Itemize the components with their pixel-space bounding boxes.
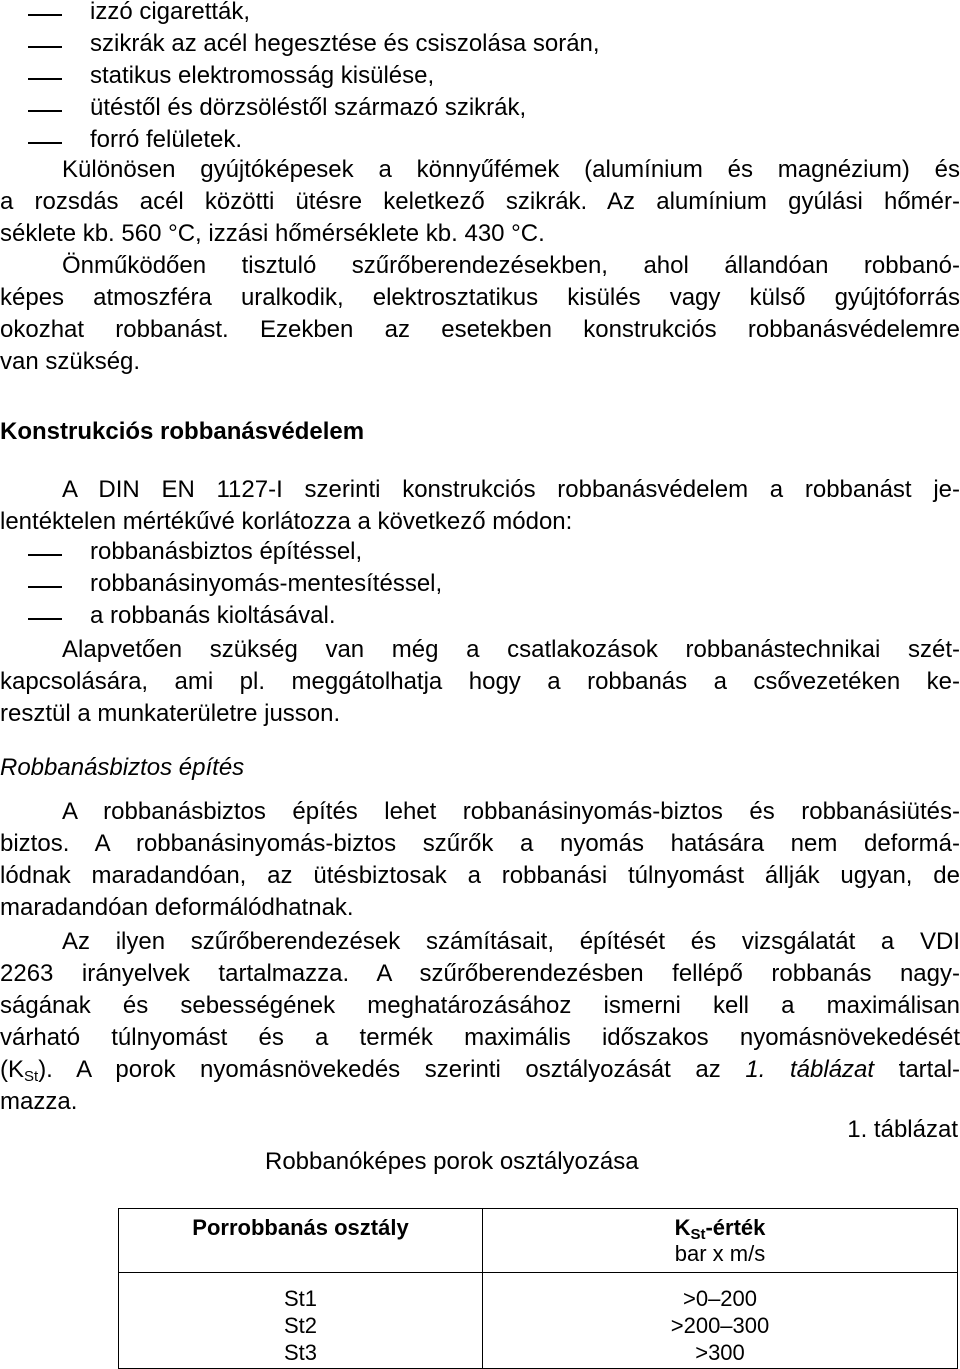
paragraph-line: Az ilyen szűrőberendezések számításait, építését és vizsgálatát a VDI bbox=[62, 928, 960, 955]
paragraph-line: $(K_{St})$. A porok nyomásnövekedés szerinti osztályozását az 1. táblázat tartal- bbox=[0, 1056, 960, 1085]
list-item: izzó cigaretták, bbox=[90, 0, 251, 25]
list-dash bbox=[28, 14, 62, 16]
paragraph-line: A DIN EN 1127-I szerinti konstrukciós robbanásvédelem a robbanást je- bbox=[62, 476, 960, 503]
list-item: statikus elektromosság kisülése, bbox=[90, 62, 435, 89]
paragraph-line: lentéktelen mértékűvé korlátozza a következő módon: bbox=[0, 508, 573, 535]
table-header-class: Porrobbanás osztály bbox=[119, 1209, 483, 1273]
list-dash bbox=[28, 554, 62, 556]
list-dash bbox=[28, 618, 62, 620]
table-reference: 1. táblázat bbox=[745, 1056, 875, 1083]
table-class-cell: St1 St2 St3 bbox=[119, 1273, 483, 1369]
paragraph-line: van szükség. bbox=[0, 348, 141, 375]
table-value-cell: >0–200 >200–300 >300 bbox=[483, 1273, 958, 1369]
list-item: forró felületek. bbox=[90, 126, 243, 153]
section-heading: Konstrukciós robbanásvédelem bbox=[0, 418, 365, 445]
list-item: szikrák az acél hegesztése és csiszolása során, bbox=[90, 30, 600, 57]
table-title: Robbanóképes porok osztályozása bbox=[265, 1148, 639, 1175]
list-item: robbanásbiztos építéssel, bbox=[90, 538, 363, 565]
paragraph-line: mazza. bbox=[0, 1088, 78, 1115]
table-caption: 1. táblázat bbox=[847, 1116, 958, 1143]
paragraph-line: séklete kb. 560 °C, izzási hőmérséklete kb. 430 °C. bbox=[0, 220, 545, 247]
table-body-row bbox=[119, 1273, 958, 1369]
list-dash bbox=[28, 46, 62, 48]
paragraph-line: kapcsolására, ami pl. meggátolhatja hogy a robbanás a csővezetéken ke- bbox=[0, 668, 960, 695]
list-dash bbox=[28, 586, 62, 588]
paragraph-line: Különösen gyújtóképesek a könnyűfémek (alumínium és magnézium) és bbox=[62, 156, 960, 183]
paragraph-line: Önműködően tisztuló szűrőberendezésekben, ahol állandóan robbanó- bbox=[62, 252, 960, 279]
dust-class-table bbox=[118, 1208, 958, 1369]
paragraph-line: resztül a munkaterületre jusson. bbox=[0, 700, 341, 727]
list-item: ütéstől és dörzsöléstől származó szikrák, bbox=[90, 94, 527, 121]
paragraph-line: A robbanásbiztos építés lehet robbanásinyomás-biztos és robbanásiütés- bbox=[62, 798, 960, 825]
table-header-row bbox=[119, 1209, 958, 1273]
paragraph-line: 2263 irányelvek tartalmazza. A szűrőberendezésben fellépő robbanás nagy- bbox=[0, 960, 960, 987]
paragraph-line: okozhat robbanást. Ezekben az esetekben konstrukciós robbanásvédelemre bbox=[0, 316, 960, 343]
paragraph-line: maradandóan deformálódhatnak. bbox=[0, 894, 354, 921]
list-dash bbox=[28, 78, 62, 80]
list-dash bbox=[28, 142, 62, 144]
paragraph-line: várható túlnyomást és a termék maximális időszakos nyomásnövekedését bbox=[0, 1024, 960, 1051]
table-header-kst: $K_{St}$-érték bar x m/s bbox=[483, 1209, 958, 1273]
list-item: robbanásinyomás-mentesítéssel, bbox=[90, 570, 443, 597]
list-dash bbox=[28, 110, 62, 112]
list-item: a robbanás kioltásával. bbox=[90, 602, 336, 629]
table-header-unit: bar x m/s bbox=[674, 1241, 766, 1266]
paragraph-line: ságának és sebességének meghatározásához ismerni kell a maximálisan bbox=[0, 992, 960, 1019]
paragraph-line: képes atmoszféra uralkodik, elektrosztatikus kisülés vagy külső gyújtóforrás bbox=[0, 284, 960, 311]
subsection-heading: Robbanásbiztos építés bbox=[0, 754, 245, 781]
paragraph-line: lódnak maradandóan, az ütésbiztosak a robbanási túlnyomást állják ugyan, de bbox=[0, 862, 960, 889]
paragraph-line: Alapvetően szükség van még a csatlakozások robbanástechnikai szét- bbox=[62, 636, 960, 663]
paragraph-line: a rozsdás acél közötti ütésre keletkező szikrák. Az alumínium gyúlási hőmér- bbox=[0, 188, 960, 215]
paragraph-line: biztos. A robbanásinyomás-biztos szűrők a nyomás hatására nem deformá- bbox=[0, 830, 960, 857]
